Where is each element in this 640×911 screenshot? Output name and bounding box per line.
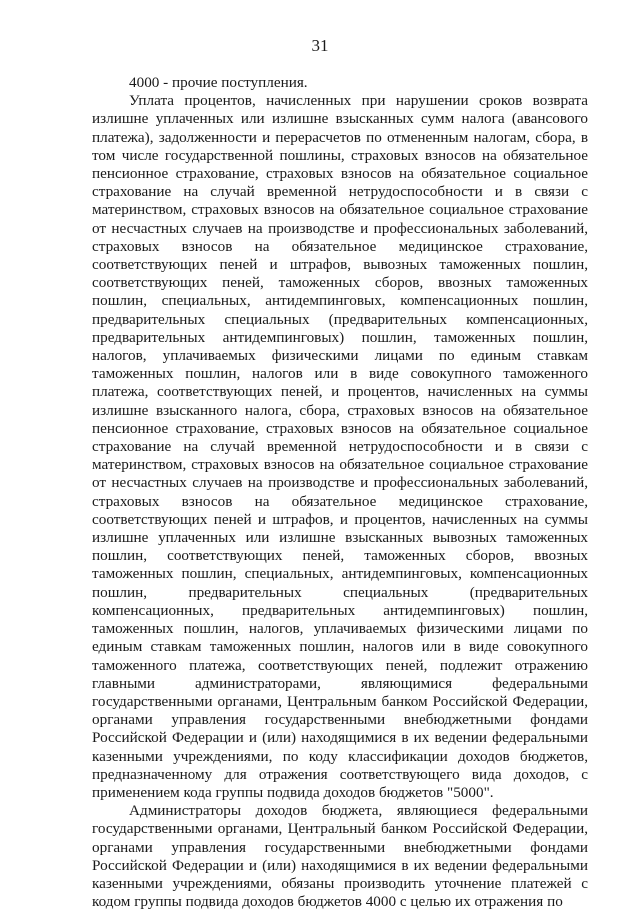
page-number: 31 — [311, 36, 329, 55]
document-body — [92, 74, 588, 911]
paragraph: 4000 - прочие поступления. — [129, 74, 308, 91]
paragraph: Администраторы доходов бюджета, являющиеся федеральными государственными органами, Центральный банком Российской Федерации, органами управления государственными внебюджетными фондами Российской Федерации и (или) находящимися в их ведении федеральными казенными учреждениями, обязаны производить уточнение платежей с кодом группы подвида доходов бюджетов 4000 с целью их отражения по — [92, 802, 588, 911]
paragraph: Уплата процентов, начисленных при нарушении сроков возврата излишне уплаченных или излишне взысканных сумм налога (авансового платежа), задолженности и перерасчетов по отмененным налогам, сбора, в том числе государственной пошлины, страховых взносов на обязательное пенсионное страхование, страховых взносов на обязательное социальное страхование на случай временной нетрудоспособности и в связи с материнством, страховых взносов на обязательное социальное страхование от несчастных случаев на производстве и профессиональных заболеваний, страховых взносов на обязательное медицинское страхование, соответствующих пеней и штрафов, вывозных таможенных пошлин, соответствующих пеней, таможенных сборов, ввозных таможенных пошлин, специальных, антидемпинговых, компенсационных пошлин, предварительных специальных (предварительных компенсационных, предварительных антидемпинговых) пошлин, таможенных пошлин, налогов, уплачиваемых физическими лицами по единым ставкам таможенных пошлин, налогов или в виде совокупного таможенного платежа, соответствующих пеней, и процентов, начисленных на суммы излишне взысканного налога, сбора, страховых взносов на обязательное пенсионное страхование, страховых взносов на обязательное социальное страхование на случай временной нетрудоспособности и в связи с материнством, страховых взносов на обязательное социальное страхование от несчастных случаев на производстве и профессиональных заболеваний, страховых взносов на обязательное медицинское страхование, соответствующих пеней и штрафов, и процентов, начисленных на суммы излишне уплаченных или излишне взысканных вывозных таможенных пошлин, соответствующих пеней, таможенных сборов, ввозных таможенных пошлин, специальных, антидемпинговых, компенсационных пошлин, предварительных специальных (предварительных компенсационных, предварительных антидемпинговых) пошлин, таможенных пошлин, налогов, уплачиваемых физическими лицами по единым ставкам таможенных пошлин, налогов или в виде совокупного таможенного платежа, соответствующих пеней, подлежит отражению главными администраторами, являющимися федеральными государственными органами, Центральным банком Российской Федерации, органами управления государственными внебюджетными фондами Российской Федерации и (или) находящимися в их ведении федеральными казенными учреждениями, по коду классификации доходов бюджетов, предназначенному для отражения соответствующего вида доходов, с применением кода группы подвида доходов бюджетов "5000". — [92, 92, 588, 801]
